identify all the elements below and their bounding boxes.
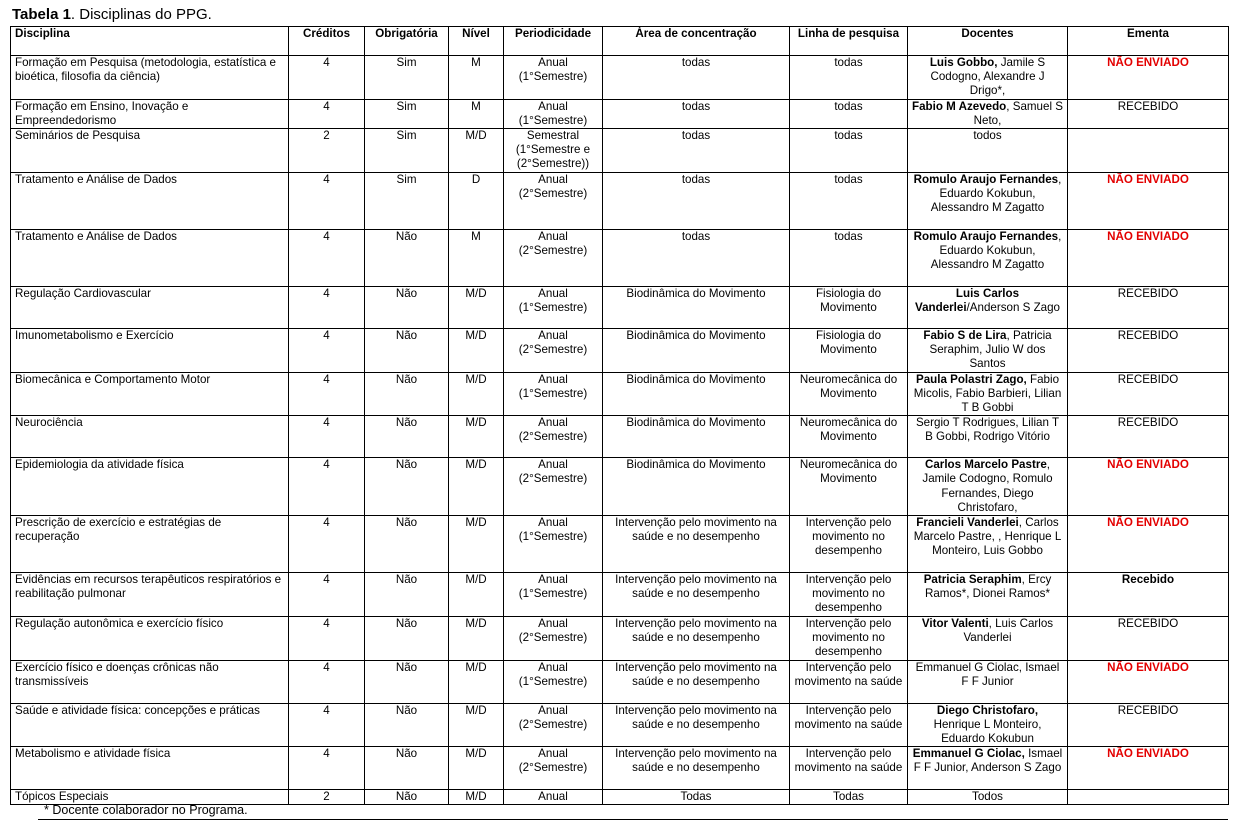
cell-periodicidade: Anual (1°Semestre) xyxy=(504,99,603,128)
docentes-others: , Patricia Seraphim, Julio W dos Santos xyxy=(929,328,1052,371)
cell-ementa: RECEBIDO xyxy=(1068,372,1229,416)
cell-creditos: 4 xyxy=(289,573,365,617)
caption-label: Tabela 1 xyxy=(12,6,71,23)
cell-docentes xyxy=(908,617,1068,661)
docentes-coordinator: Fabio S de Lira xyxy=(923,328,1007,342)
cell-obrigatoria: Não xyxy=(365,286,449,328)
cell-obrigatoria: Não xyxy=(365,660,449,703)
cell-periodicidade: Anual (2°Semestre) xyxy=(504,617,603,661)
cell-area: Biodinâmica do Movimento xyxy=(603,286,790,328)
docentes-others: , Ercy Ramos*, Dionei Ramos* xyxy=(924,573,1052,601)
cell-disciplina: Neurociência xyxy=(11,416,289,458)
disciplines-table xyxy=(10,26,1229,805)
cell-docentes xyxy=(908,229,1068,286)
cell-linha: Intervenção pelo movimento na saúde xyxy=(790,747,908,790)
cell-periodicidade: Anual (1°Semestre) xyxy=(504,372,603,416)
cell-disciplina: Metabolismo e atividade física xyxy=(11,747,289,790)
docentes-coordinator: Francieli Vanderlei xyxy=(916,516,1019,530)
table-row xyxy=(11,617,1229,661)
cell-area: Intervenção pelo movimento na saúde e no desempenho xyxy=(603,573,790,617)
table-row xyxy=(11,56,1229,100)
cell-docentes xyxy=(908,458,1068,516)
cell-docentes xyxy=(908,660,1068,703)
cell-nivel: M/D xyxy=(449,416,504,458)
header-linha: Linha de pesquisa xyxy=(790,27,908,56)
cell-periodicidade: Anual (1°Semestre) xyxy=(504,573,603,617)
cell-creditos: 4 xyxy=(289,660,365,703)
docentes-coordinator: Fabio M Azevedo xyxy=(912,99,1007,113)
cell-docentes xyxy=(908,372,1068,416)
cell-nivel: M/D xyxy=(449,660,504,703)
cell-nivel: M/D xyxy=(449,747,504,790)
cell-docentes xyxy=(908,56,1068,100)
docentes-others: Sergio T Rodrigues, Lilian T B Gobbi, Rodrigo Vitório xyxy=(915,416,1060,444)
docentes-coordinator: Luis Gobbo, xyxy=(929,56,998,69)
cell-obrigatoria: Não xyxy=(365,747,449,790)
cell-nivel: D xyxy=(449,172,504,229)
cell-creditos: 4 xyxy=(289,99,365,128)
cell-periodicidade: Anual (2°Semestre) xyxy=(504,747,603,790)
cell-creditos: 4 xyxy=(289,458,365,516)
docentes-others: Ismael F F Junior, Anderson S Zago xyxy=(913,747,1063,775)
docentes-others: , Luis Carlos Vanderlei xyxy=(963,617,1054,645)
table-row xyxy=(11,286,1229,328)
cell-obrigatoria: Não xyxy=(365,416,449,458)
docentes-others: , Jamile Codogno, Romulo Fernandes, Diego Christofaro, xyxy=(922,458,1053,514)
cell-periodicidade: Anual (2°Semestre) xyxy=(504,229,603,286)
cell-nivel: M/D xyxy=(449,573,504,617)
cell-disciplina: Evidências em recursos terapêuticos respiratórios e reabilitação pulmonar xyxy=(11,573,289,617)
cell-ementa: RECEBIDO xyxy=(1068,328,1229,372)
docentes-others: /Anderson S Zago xyxy=(966,300,1060,314)
cell-docentes xyxy=(908,516,1068,573)
cell-ementa: NÃO ENVIADO xyxy=(1068,229,1229,286)
cell-nivel: M xyxy=(449,99,504,128)
cell-obrigatoria: Não xyxy=(365,516,449,573)
cell-ementa: Recebido xyxy=(1068,573,1229,617)
header-docentes: Docentes xyxy=(908,27,1068,56)
cell-ementa: NÃO ENVIADO xyxy=(1068,172,1229,229)
docentes-others: Todos xyxy=(972,790,1003,804)
cell-creditos: 4 xyxy=(289,703,365,747)
table-row xyxy=(11,172,1229,229)
cell-linha: Intervenção pelo movimento no desempenho xyxy=(790,617,908,661)
docentes-coordinator: Emmanuel G Ciolac, xyxy=(912,747,1025,761)
cell-creditos: 4 xyxy=(289,286,365,328)
header-disciplina: Disciplina xyxy=(11,27,289,56)
cell-creditos: 2 xyxy=(289,129,365,173)
cell-area: Biodinâmica do Movimento xyxy=(603,372,790,416)
docentes-coordinator: Carlos Marcelo Pastre xyxy=(924,458,1047,472)
cell-creditos: 4 xyxy=(289,617,365,661)
cell-creditos: 4 xyxy=(289,747,365,790)
cell-disciplina: Regulação autonômica e exercício físico xyxy=(11,617,289,661)
cell-linha: Intervenção pelo movimento no desempenho xyxy=(790,516,908,573)
cell-linha: todas xyxy=(790,56,908,100)
cell-linha: Neuromecânica do Movimento xyxy=(790,416,908,458)
cell-obrigatoria: Sim xyxy=(365,99,449,128)
cell-disciplina: Formação em Pesquisa (metodologia, estatística e bioética, filosofia da ciência) xyxy=(11,56,289,100)
cell-linha: todas xyxy=(790,172,908,229)
cell-docentes xyxy=(908,286,1068,328)
docentes-coordinator: Patricia Seraphim xyxy=(923,573,1022,587)
table-row xyxy=(11,328,1229,372)
cell-docentes xyxy=(908,703,1068,747)
cell-ementa: RECEBIDO xyxy=(1068,416,1229,458)
cell-nivel: M xyxy=(449,56,504,100)
cell-ementa: RECEBIDO xyxy=(1068,703,1229,747)
cell-area: todas xyxy=(603,56,790,100)
cell-disciplina: Epidemiologia da atividade física xyxy=(11,458,289,516)
cell-area: Todas xyxy=(603,790,790,805)
table-row xyxy=(11,416,1229,458)
header-area: Área de concentração xyxy=(603,27,790,56)
cell-ementa: RECEBIDO xyxy=(1068,286,1229,328)
cell-creditos: 4 xyxy=(289,172,365,229)
cell-creditos: 4 xyxy=(289,416,365,458)
cell-nivel: M/D xyxy=(449,372,504,416)
docentes-coordinator: Vitor Valenti xyxy=(921,617,989,631)
cell-nivel: M/D xyxy=(449,790,504,805)
cell-nivel: M/D xyxy=(449,458,504,516)
cell-docentes xyxy=(908,416,1068,458)
cell-creditos: 4 xyxy=(289,229,365,286)
cell-obrigatoria: Não xyxy=(365,372,449,416)
cell-disciplina: Seminários de Pesquisa xyxy=(11,129,289,173)
cell-nivel: M/D xyxy=(449,129,504,173)
cell-disciplina: Formação em Ensino, Inovação e Empreendedorismo xyxy=(11,99,289,128)
table-row xyxy=(11,229,1229,286)
cell-nivel: M xyxy=(449,229,504,286)
cell-obrigatoria: Não xyxy=(365,573,449,617)
cell-ementa xyxy=(1068,129,1229,173)
table-row xyxy=(11,660,1229,703)
docentes-others: , Eduardo Kokubun, Alessandro M Zagatto xyxy=(930,172,1062,215)
cell-disciplina: Regulação Cardiovascular xyxy=(11,286,289,328)
cell-periodicidade: Anual (1°Semestre) xyxy=(504,286,603,328)
cell-obrigatoria: Sim xyxy=(365,56,449,100)
cell-linha: Neuromecânica do Movimento xyxy=(790,458,908,516)
cell-area: Intervenção pelo movimento na saúde e no desempenho xyxy=(603,516,790,573)
cell-obrigatoria: Sim xyxy=(365,172,449,229)
cell-nivel: M/D xyxy=(449,617,504,661)
cell-disciplina: Prescrição de exercício e estratégias de recuperação xyxy=(11,516,289,573)
cell-docentes xyxy=(908,172,1068,229)
cell-linha: Todas xyxy=(790,790,908,805)
cell-ementa: NÃO ENVIADO xyxy=(1068,660,1229,703)
docentes-coordinator: Romulo Araujo Fernandes xyxy=(913,229,1059,243)
cell-obrigatoria: Não xyxy=(365,790,449,805)
cell-area: Biodinâmica do Movimento xyxy=(603,328,790,372)
cell-periodicidade: Anual (1°Semestre) xyxy=(504,516,603,573)
cell-disciplina: Saúde e atividade física: concepções e práticas xyxy=(11,703,289,747)
cell-area: todas xyxy=(603,172,790,229)
cell-area: Intervenção pelo movimento na saúde e no desempenho xyxy=(603,703,790,747)
cell-creditos: 2 xyxy=(289,790,365,805)
cell-area: todas xyxy=(603,99,790,128)
docentes-coordinator: Paula Polastri Zago, xyxy=(915,372,1027,386)
docentes-others: , Eduardo Kokubun, Alessandro M Zagatto xyxy=(930,229,1062,272)
cell-periodicidade: Anual (2°Semestre) xyxy=(504,416,603,458)
table-row xyxy=(11,747,1229,790)
docentes-coordinator: Romulo Araujo Fernandes xyxy=(913,172,1059,186)
cell-obrigatoria: Não xyxy=(365,458,449,516)
cell-periodicidade: Anual (2°Semestre) xyxy=(504,703,603,747)
header-creditos: Créditos xyxy=(289,27,365,56)
cell-periodicidade: Anual (2°Semestre) xyxy=(504,172,603,229)
cell-area: Intervenção pelo movimento na saúde e no desempenho xyxy=(603,747,790,790)
cell-ementa: RECEBIDO xyxy=(1068,99,1229,128)
docentes-others: Jamile S Codogno, Alexandre J Drigo*, xyxy=(930,56,1046,98)
docentes-coordinator: Luis Carlos Vanderlei xyxy=(914,286,1020,314)
cell-docentes xyxy=(908,790,1068,805)
cell-area: todas xyxy=(603,229,790,286)
cell-area: Biodinâmica do Movimento xyxy=(603,416,790,458)
cell-ementa: NÃO ENVIADO xyxy=(1068,516,1229,573)
cell-periodicidade: Anual (1°Semestre) xyxy=(504,660,603,703)
header-obrigatoria: Obrigatória xyxy=(365,27,449,56)
cell-nivel: M/D xyxy=(449,286,504,328)
cell-linha: Intervenção pelo movimento na saúde xyxy=(790,660,908,703)
cell-creditos: 4 xyxy=(289,56,365,100)
table-row xyxy=(11,573,1229,617)
cell-ementa: NÃO ENVIADO xyxy=(1068,56,1229,100)
cell-linha: Fisiologia do Movimento xyxy=(790,328,908,372)
header-nivel: Nível xyxy=(449,27,504,56)
docentes-others: Henrique L Monteiro, Eduardo Kokubun xyxy=(933,717,1042,746)
cell-docentes xyxy=(908,99,1068,128)
cell-area: todas xyxy=(603,129,790,173)
cell-disciplina: Biomecânica e Comportamento Motor xyxy=(11,372,289,416)
table-row xyxy=(11,703,1229,747)
cell-disciplina: Tópicos Especiais xyxy=(11,790,289,805)
cell-ementa xyxy=(1068,790,1229,805)
cell-obrigatoria: Não xyxy=(365,703,449,747)
cell-periodicidade: Anual (2°Semestre) xyxy=(504,458,603,516)
cell-disciplina: Imunometabolismo e Exercício xyxy=(11,328,289,372)
cell-periodicidade: Anual (1°Semestre) xyxy=(504,56,603,100)
docentes-others: Emmanuel G Ciolac, Ismael F F Junior xyxy=(915,660,1060,688)
docentes-others: Fabio Micolis, Fabio Barbieri, Lilian T B Gobbi xyxy=(913,372,1062,415)
docentes-coordinator: Diego Christofaro, xyxy=(936,703,1039,717)
footnote: * Docente colaborador no Programa. xyxy=(44,803,248,817)
cell-creditos: 4 xyxy=(289,516,365,573)
cell-periodicidade: Semestral (1°Semestre e (2°Semestre)) xyxy=(504,129,603,173)
footnote-rule xyxy=(38,819,1228,820)
docentes-others: todos xyxy=(973,129,1002,143)
cell-linha: Fisiologia do Movimento xyxy=(790,286,908,328)
docentes-others: , Carlos Marcelo Pastre, , Henrique L Monteiro, Luis Gobbo xyxy=(913,516,1062,558)
cell-linha: todas xyxy=(790,99,908,128)
table-row xyxy=(11,516,1229,573)
cell-linha: Intervenção pelo movimento na saúde xyxy=(790,703,908,747)
cell-creditos: 4 xyxy=(289,372,365,416)
cell-obrigatoria: Não xyxy=(365,328,449,372)
table-row xyxy=(11,129,1229,173)
cell-obrigatoria: Sim xyxy=(365,129,449,173)
cell-area: Biodinâmica do Movimento xyxy=(603,458,790,516)
header-ementa: Ementa xyxy=(1068,27,1229,56)
cell-docentes xyxy=(908,328,1068,372)
cell-nivel: M/D xyxy=(449,703,504,747)
cell-docentes xyxy=(908,747,1068,790)
cell-linha: todas xyxy=(790,129,908,173)
cell-disciplina: Exercício físico e doenças crônicas não transmissíveis xyxy=(11,660,289,703)
cell-periodicidade: Anual (2°Semestre) xyxy=(504,328,603,372)
cell-area: Intervenção pelo movimento na saúde e no desempenho xyxy=(603,617,790,661)
cell-nivel: M/D xyxy=(449,516,504,573)
cell-linha: Intervenção pelo movimento no desempenho xyxy=(790,573,908,617)
cell-periodicidade: Anual xyxy=(504,790,603,805)
cell-ementa: RECEBIDO xyxy=(1068,617,1229,661)
cell-docentes xyxy=(908,573,1068,617)
cell-nivel: M/D xyxy=(449,328,504,372)
cell-docentes xyxy=(908,129,1068,173)
cell-disciplina: Tratamento e Análise de Dados xyxy=(11,229,289,286)
header-row xyxy=(11,27,1229,56)
table-caption xyxy=(12,6,212,23)
cell-obrigatoria: Não xyxy=(365,229,449,286)
cell-linha: Neuromecânica do Movimento xyxy=(790,372,908,416)
cell-obrigatoria: Não xyxy=(365,617,449,661)
table-row xyxy=(11,99,1229,128)
table-row xyxy=(11,458,1229,516)
cell-area: Intervenção pelo movimento na saúde e no desempenho xyxy=(603,660,790,703)
caption-text: . Disciplinas do PPG. xyxy=(70,6,212,23)
cell-creditos: 4 xyxy=(289,328,365,372)
header-periodicidade: Periodicidade xyxy=(504,27,603,56)
table-row xyxy=(11,372,1229,416)
cell-ementa: NÃO ENVIADO xyxy=(1068,747,1229,790)
cell-disciplina: Tratamento e Análise de Dados xyxy=(11,172,289,229)
docentes-others: , Samuel S Neto, xyxy=(973,99,1063,127)
cell-linha: todas xyxy=(790,229,908,286)
cell-ementa: NÃO ENVIADO xyxy=(1068,458,1229,516)
